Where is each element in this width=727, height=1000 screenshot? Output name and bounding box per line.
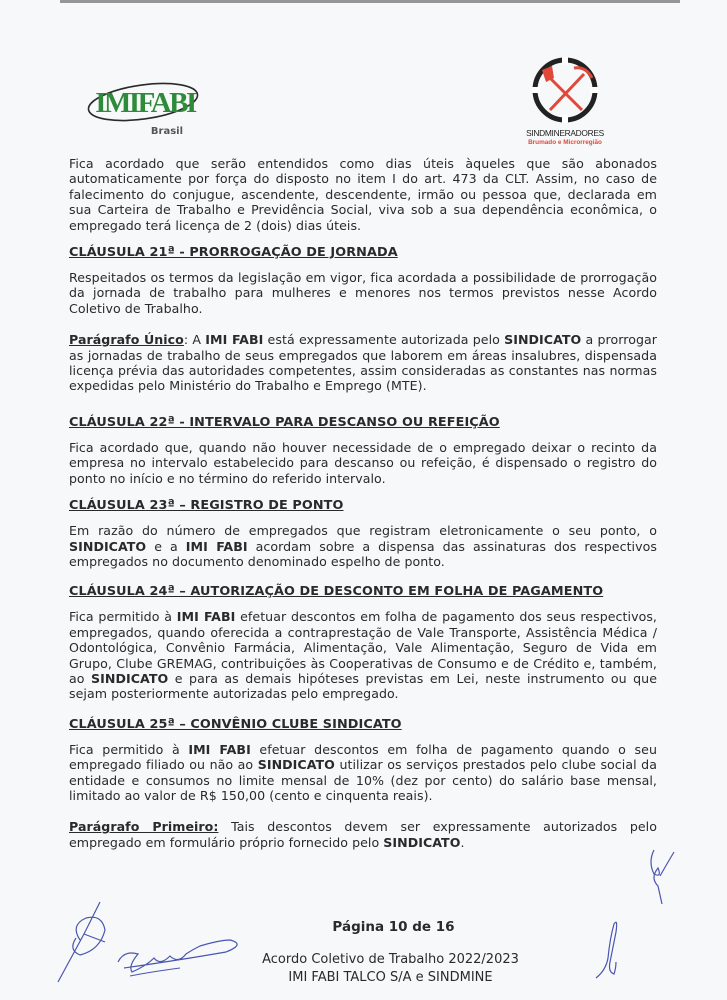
sindmineradores-logo [524, 54, 606, 149]
paragrafo-primeiro-label: Parágrafo Primeiro: [69, 819, 219, 835]
text-run: Tais descontos devem ser expressamente autorizados pelo empregado em formulário próprio fornecido pelo [69, 819, 657, 850]
clause-25-title: CLÁUSULA 25ª – CONVÊNIO CLUBE SINDICATO [69, 716, 402, 732]
imifabi-logo-text: IMIFABI [95, 87, 195, 119]
text-run: a prorrogar as jornadas de trabalho de seus empregados que laborem em áreas insalubres, dispensada licença prévia das autoridades competentes, assim consideradas as constantes nas normas expedidas pelo Ministério do Trabalho e Emprego (MTE). [69, 332, 657, 394]
footer-parties: IMI FABI TALCO S/A e SINDMINE [288, 970, 493, 985]
bold-sindicato: SINDICATO [383, 834, 461, 850]
scan-edge-line [60, 0, 680, 3]
text-run: está expressamente autorizada pelo [263, 332, 505, 348]
page-number: Página 10 de 16 [332, 919, 455, 935]
bold-sindicato: SINDICATO [69, 538, 147, 554]
sindmineradores-logo-text: SINDMINERADORES [526, 128, 604, 138]
clause-25-paragrafo-primeiro [69, 819, 657, 850]
text-run: utilizar os serviços prestados pelo clube social da entidade e consumos no limite mensal de 10% (dez por cento) do salário base mensal, limitado ao valor de R$ 150,00 (cento e cinquenta reais). [69, 757, 657, 803]
text-run: acordam sobre a dispensa das assinaturas dos respectivos empregados no documento denominado espelho de ponto. [69, 538, 657, 569]
text-run: Em razão do número de empregados que registram eletronicamente o seu ponto, o [69, 523, 657, 539]
sindmineradores-logo-subtext: Brumado e Microrregião [528, 139, 602, 146]
document-body [69, 156, 657, 850]
clause-21-title: CLÁUSULA 21ª - PRORROGAÇÃO DE JORNADA [69, 245, 398, 261]
imifabi-logo-subtext: Brasil [150, 126, 183, 137]
signature-left [50, 900, 250, 985]
bold-company: IMI FABI [185, 538, 248, 554]
footer-agreement-title: Acordo Coletivo de Trabalho 2022/2023 [262, 952, 519, 967]
clause-22-text: Fica acordado que, quando não houver necessidade de o empregado deixar o recinto da empresa no intervalo estabelecido para descanso ou refeição, é dispensado o registro do ponto no início e no término do referido intervalo. [69, 439, 657, 486]
text-run: efetuar descontos em folha de pagamento quando o seu empregado filiado ou não ao [69, 741, 657, 773]
clause-23-title: CLÁUSULA 23ª – REGISTRO DE PONTO [69, 498, 344, 514]
bold-company: IMI FABI [188, 741, 251, 757]
clause-24-title: CLÁUSULA 24ª – AUTORIZAÇÃO DE DESCONTO EM FOLHA DE PAGAMENTO [69, 584, 604, 600]
clause-21-paragrafo-unico [69, 332, 657, 394]
bold-sindicato: SINDICATO [257, 757, 335, 773]
clause-25-text [69, 742, 657, 804]
text-run: : A [183, 332, 206, 348]
paragrafo-unico-label: Parágrafo Único [69, 332, 184, 348]
text-run: Fica permitido à [69, 609, 177, 625]
signature-right-bottom [592, 918, 632, 982]
clause-23-text [69, 523, 657, 569]
clause-21-text: Respeitados os termos da legislação em vigor, fica acordada a possibilidade de prorrogação da jornada de trabalho para mulheres e menores nos termos previstos nesse Acordo Coletivo de Trabalho. [69, 270, 657, 316]
text-run: Fica permitido à [69, 741, 189, 757]
signature-right-top [640, 848, 680, 908]
bold-company: IMI FABI [176, 609, 236, 625]
imifabi-logo [85, 72, 205, 138]
bold-sindicato: SINDICATO [504, 332, 582, 348]
text-run: e para as demais hipóteses previstas em Lei, neste instrumento ou que sejam posteriormente autorizadas pelo empregado. [69, 670, 657, 702]
text-run: e a [146, 538, 186, 554]
clause-22-title: CLÁUSULA 22ª - INTERVALO PARA DESCANSO OU REFEIÇÃO [69, 414, 500, 430]
clause-24-text [69, 609, 657, 701]
text-run: efetuar descontos em folha de pagamento dos seus respectivos, empregados, quando oferecida a contraprestação de Vale Transporte, Assistência Médica / Odontológica, Convênio Farmácia, Alimentação, Vale Alimentação, Seguro de Vida em Grupo, Clube GREMAG, contribuições às Cooperativas de Consumo e de Crédito e, também, ao [69, 609, 657, 686]
bold-company: IMI FABI [205, 332, 264, 348]
bold-sindicato: SINDICATO [91, 670, 169, 686]
intro-paragraph: Fica acordado que serão entendidos como dias úteis àqueles que são abonados automaticamente por força do disposto no item I do art. 473 da CLT. Assim, no caso de falecimento do conjugue, ascendente, descendente, irmão ou pessoa que, declarada em sua Carteira de Trabalho e Previdência Social, viva sob a sua dependência econômica, o empregado terá licença de 2 (dois) dias úteis. [69, 156, 657, 233]
text-run: . [460, 834, 465, 850]
